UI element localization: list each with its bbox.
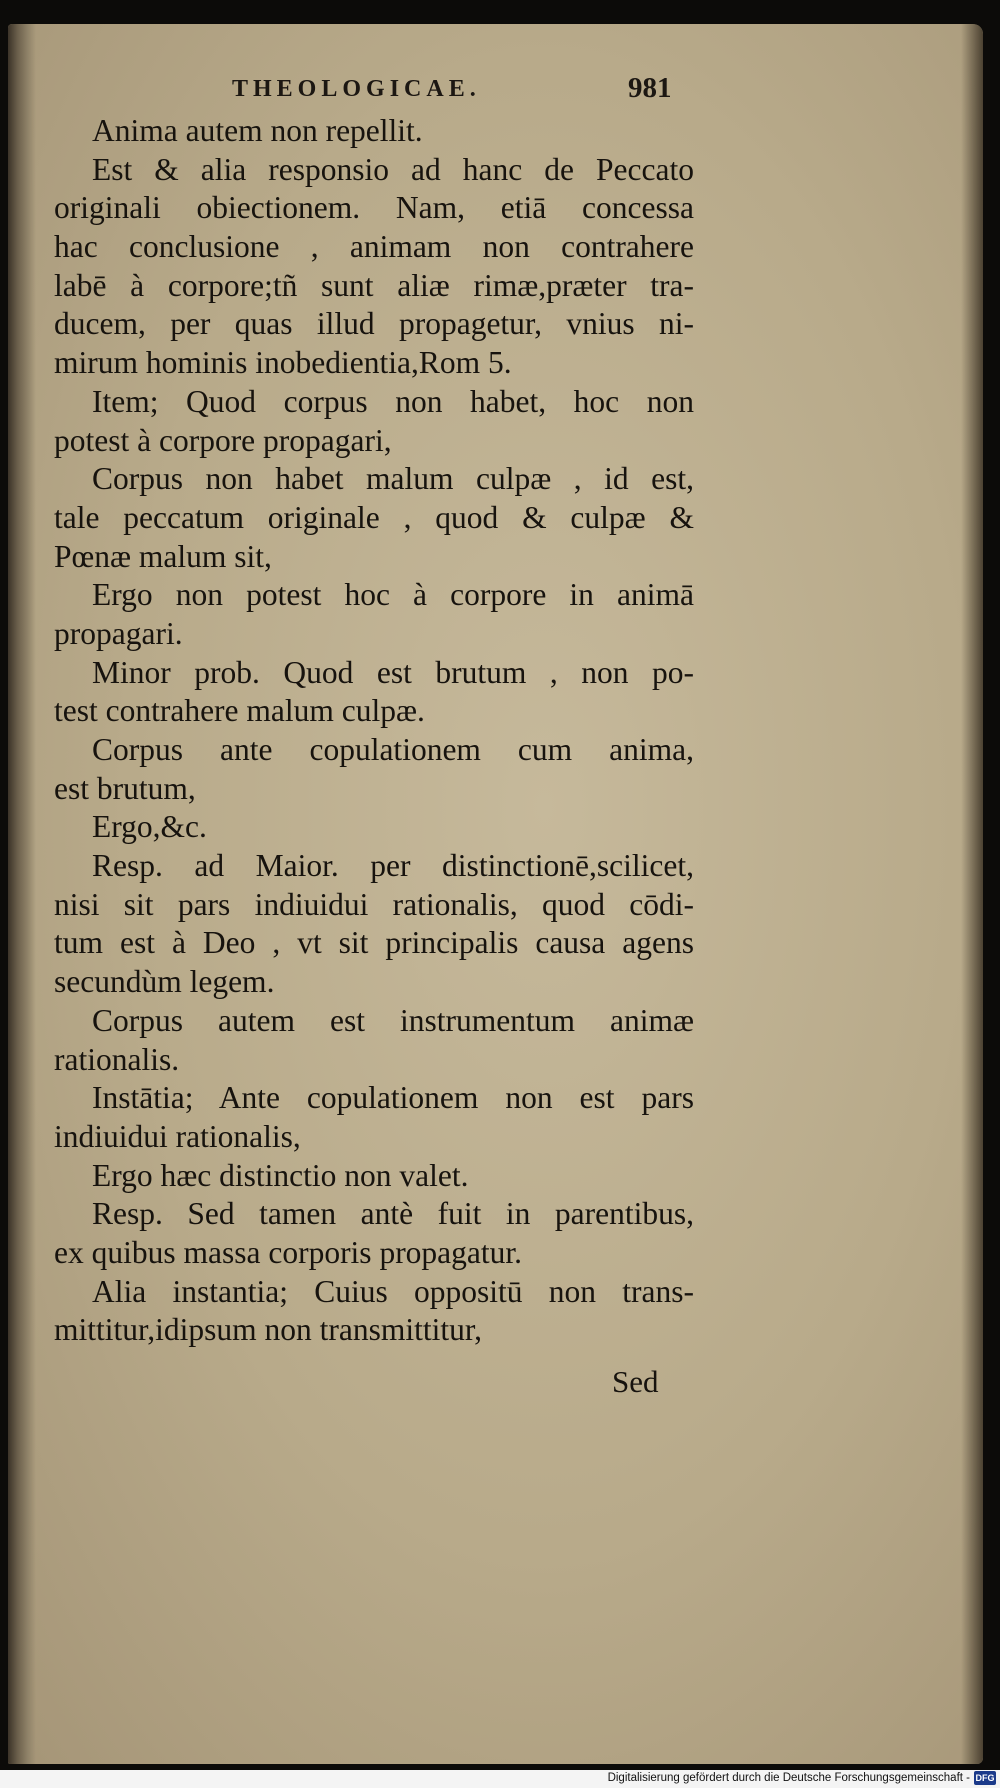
text-line: Ergo hæc distinctio non valet. bbox=[92, 1157, 469, 1193]
catchword: Sed bbox=[612, 1364, 659, 1399]
text-line: Resp. ad Maior. per distinctionē,scilicet, bbox=[92, 848, 694, 884]
text-line: Item; Quod corpus non habet, hoc non bbox=[92, 383, 694, 419]
text-line: rationalis. bbox=[54, 1041, 180, 1077]
text-line: potest à corpore propagari, bbox=[54, 422, 392, 458]
text-line: hac conclusione , animam non contrahere bbox=[54, 229, 694, 265]
text-line: ex quibus massa corporis propagatur. bbox=[54, 1234, 523, 1270]
text-line: Est & alia responsio ad hanc de Peccato bbox=[92, 151, 694, 187]
text-line: mittitur,idipsum non transmittitur, bbox=[54, 1312, 482, 1348]
text-line: ducem, per quas illud propagetur, vnius ni- bbox=[54, 306, 694, 342]
dfg-logo-icon: DFG bbox=[975, 1773, 995, 1783]
text-line: Corpus ante copulationem cum anima, bbox=[92, 732, 694, 767]
text-block bbox=[54, 112, 694, 1350]
text-line: test contrahere malum culpæ. bbox=[54, 693, 425, 729]
text-line: Instātia; Ante copulationem non est pars bbox=[92, 1080, 694, 1116]
text-line: Anima autem non repellit. bbox=[92, 113, 423, 148]
page-number: 981 bbox=[628, 72, 672, 104]
page-edge-shadow bbox=[961, 24, 983, 1764]
text-line: Corpus non habet malum culpæ , id est, bbox=[92, 461, 694, 497]
text-line: est brutum, bbox=[54, 770, 196, 806]
text-line: secundùm legem. bbox=[54, 964, 275, 1000]
text-line: mirum hominis inobedientia,Rom 5. bbox=[54, 345, 512, 381]
text-line: tum est à Deo , vt sit principalis causa agens bbox=[54, 925, 694, 961]
text-line: Ergo,&c. bbox=[92, 809, 207, 845]
running-head: THEOLOGICAE. bbox=[232, 76, 481, 102]
text-line: Resp. Sed tamen antè fuit in parentibus, bbox=[92, 1196, 694, 1232]
text-line: Corpus autem est instrumentum animæ bbox=[92, 1002, 694, 1038]
text-line: propagari. bbox=[54, 615, 183, 651]
text-line: nisi sit pars indiuidui rationalis, quod cōdi- bbox=[54, 886, 694, 922]
text-line: Alia instantia; Cuius oppositū non trans- bbox=[92, 1273, 694, 1309]
text-line: indiuidui rationalis, bbox=[54, 1118, 301, 1154]
footer-credit: Digitalisierung gefördert durch die Deutsche Forschungsgemeinschaft - bbox=[607, 1772, 970, 1784]
text-line: tale peccatum originale , quod & culpæ & bbox=[54, 499, 694, 535]
text-line: labē à corpore;tñ sunt aliæ rimæ,præter tra- bbox=[54, 267, 694, 303]
text-line: Ergo non potest hoc à corpore in animā bbox=[92, 577, 694, 613]
page-binding-shadow bbox=[8, 24, 36, 1764]
text-line: Pœnæ malum sit, bbox=[54, 538, 272, 574]
text-line: Minor prob. Quod est brutum , non po- bbox=[92, 654, 694, 690]
book-page bbox=[8, 24, 983, 1764]
text-line: originali obiectionem. Nam, etiā concessa bbox=[54, 190, 694, 226]
